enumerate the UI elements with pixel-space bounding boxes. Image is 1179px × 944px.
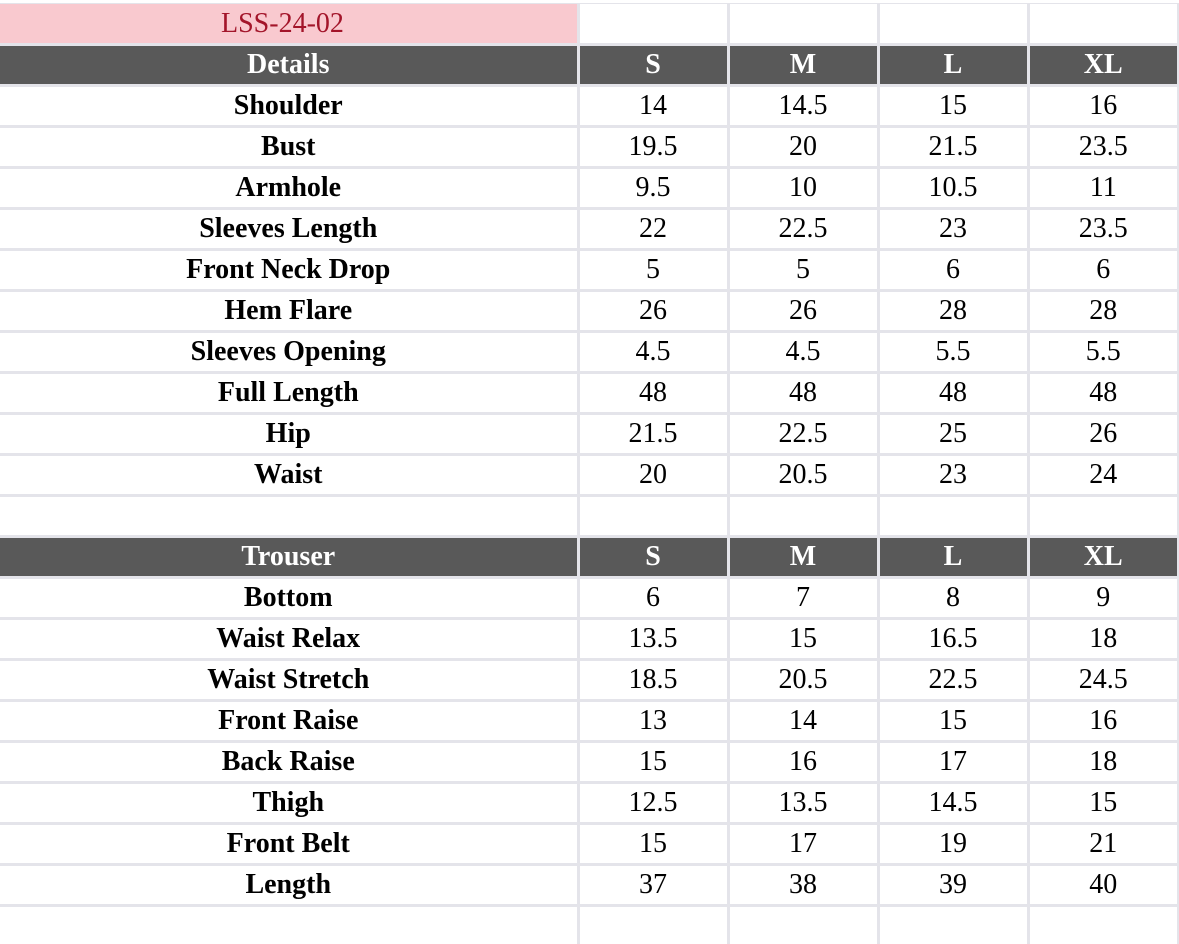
- measurement-value[interactable]: 20.5: [728, 660, 878, 701]
- measurement-value[interactable]: 5: [728, 250, 878, 291]
- measurement-value[interactable]: 14.5: [878, 783, 1028, 824]
- measurement-value[interactable]: 38: [728, 865, 878, 906]
- measurement-value[interactable]: 21: [1028, 824, 1179, 865]
- trouser-header-row: [0, 537, 1179, 578]
- measurement-value[interactable]: 6: [878, 250, 1028, 291]
- measurement-value[interactable]: 5: [578, 250, 728, 291]
- measurement-value[interactable]: 11: [1028, 168, 1179, 209]
- measurement-value[interactable]: 21.5: [578, 414, 728, 455]
- measurement-value[interactable]: 23.5: [1028, 209, 1179, 250]
- product-code[interactable]: LSS-24-02: [0, 4, 578, 45]
- measurement-label[interactable]: Bust: [0, 127, 578, 168]
- measurement-row: [0, 168, 1179, 209]
- details-header-row: [0, 45, 1179, 86]
- measurement-value[interactable]: 21.5: [878, 127, 1028, 168]
- measurement-row: [0, 742, 1179, 783]
- measurement-label[interactable]: Hem Flare: [0, 291, 578, 332]
- measurement-value[interactable]: 48: [1028, 373, 1179, 414]
- measurement-row: [0, 414, 1179, 455]
- size-header-m[interactable]: M: [728, 537, 878, 578]
- empty-cell[interactable]: [578, 906, 728, 944]
- measurement-value[interactable]: 16: [1028, 86, 1179, 127]
- empty-cell[interactable]: [728, 496, 878, 537]
- measurement-value[interactable]: 15: [578, 824, 728, 865]
- measurement-value[interactable]: 28: [1028, 291, 1179, 332]
- measurement-value[interactable]: 12.5: [578, 783, 728, 824]
- measurement-value[interactable]: 9: [1028, 578, 1179, 619]
- measurement-value[interactable]: 18: [1028, 619, 1179, 660]
- measurement-row: [0, 824, 1179, 865]
- measurement-value[interactable]: 5.5: [1028, 332, 1179, 373]
- empty-cell[interactable]: [878, 906, 1028, 944]
- measurement-row: [0, 455, 1179, 496]
- measurement-value[interactable]: 20.5: [728, 455, 878, 496]
- measurement-row: [0, 86, 1179, 127]
- measurement-label[interactable]: Hip: [0, 414, 578, 455]
- measurement-value[interactable]: 10: [728, 168, 878, 209]
- measurement-value[interactable]: 14: [578, 86, 728, 127]
- measurement-value[interactable]: 28: [878, 291, 1028, 332]
- measurement-value[interactable]: 14: [728, 701, 878, 742]
- measurement-value[interactable]: 6: [578, 578, 728, 619]
- measurement-value[interactable]: 22: [578, 209, 728, 250]
- measurement-value[interactable]: 48: [578, 373, 728, 414]
- measurement-value[interactable]: 48: [878, 373, 1028, 414]
- measurement-row: [0, 660, 1179, 701]
- measurement-value[interactable]: 13: [578, 701, 728, 742]
- size-header-l[interactable]: L: [878, 45, 1028, 86]
- measurement-label[interactable]: Sleeves Opening: [0, 332, 578, 373]
- measurement-value[interactable]: 26: [578, 291, 728, 332]
- measurement-label[interactable]: Front Raise: [0, 701, 578, 742]
- measurement-value[interactable]: 25: [878, 414, 1028, 455]
- measurement-value[interactable]: 23: [878, 209, 1028, 250]
- measurement-value[interactable]: 16.5: [878, 619, 1028, 660]
- measurement-value[interactable]: 7: [728, 578, 878, 619]
- measurement-label[interactable]: Front Belt: [0, 824, 578, 865]
- size-chart-table: [0, 3, 1179, 944]
- measurement-value[interactable]: 15: [728, 619, 878, 660]
- measurement-value[interactable]: 48: [728, 373, 878, 414]
- measurement-value[interactable]: 26: [728, 291, 878, 332]
- measurement-value[interactable]: 18.5: [578, 660, 728, 701]
- empty-cell[interactable]: [728, 4, 878, 45]
- measurement-row: [0, 865, 1179, 906]
- size-chart-body: [0, 4, 1179, 944]
- empty-cell[interactable]: [0, 496, 578, 537]
- spacer-row: [0, 496, 1179, 537]
- measurement-row: [0, 127, 1179, 168]
- measurement-value[interactable]: 24: [1028, 455, 1179, 496]
- measurement-value[interactable]: 39: [878, 865, 1028, 906]
- measurement-row: [0, 291, 1179, 332]
- measurement-value[interactable]: 17: [878, 742, 1028, 783]
- trouser-section-title[interactable]: Trouser: [0, 537, 578, 578]
- measurement-row: [0, 209, 1179, 250]
- measurement-row: [0, 701, 1179, 742]
- size-header-m[interactable]: M: [728, 45, 878, 86]
- size-header-s[interactable]: S: [578, 537, 728, 578]
- measurement-value[interactable]: 9.5: [578, 168, 728, 209]
- measurement-value[interactable]: 6: [1028, 250, 1179, 291]
- empty-cell[interactable]: [878, 496, 1028, 537]
- measurement-value[interactable]: 15: [578, 742, 728, 783]
- measurement-label[interactable]: Waist: [0, 455, 578, 496]
- measurement-value[interactable]: 4.5: [578, 332, 728, 373]
- empty-cell[interactable]: [878, 4, 1028, 45]
- measurement-label[interactable]: Sleeves Length: [0, 209, 578, 250]
- size-header-s[interactable]: S: [578, 45, 728, 86]
- measurement-row: [0, 332, 1179, 373]
- measurement-value[interactable]: 23.5: [1028, 127, 1179, 168]
- size-header-l[interactable]: L: [878, 537, 1028, 578]
- empty-cell[interactable]: [0, 906, 578, 944]
- measurement-value[interactable]: 8: [878, 578, 1028, 619]
- size-header-xl[interactable]: XL: [1028, 537, 1179, 578]
- measurement-value[interactable]: 16: [728, 742, 878, 783]
- empty-cell[interactable]: [578, 4, 728, 45]
- measurement-label[interactable]: Thigh: [0, 783, 578, 824]
- measurement-value[interactable]: 19.5: [578, 127, 728, 168]
- measurement-value[interactable]: 14.5: [728, 86, 878, 127]
- measurement-label[interactable]: Back Raise: [0, 742, 578, 783]
- measurement-value[interactable]: 5.5: [878, 332, 1028, 373]
- measurement-label[interactable]: Length: [0, 865, 578, 906]
- measurement-value[interactable]: 15: [878, 86, 1028, 127]
- measurement-value[interactable]: 10.5: [878, 168, 1028, 209]
- measurement-value[interactable]: 24.5: [1028, 660, 1179, 701]
- measurement-value[interactable]: 26: [1028, 414, 1179, 455]
- measurement-row: [0, 783, 1179, 824]
- measurement-value[interactable]: 22.5: [728, 414, 878, 455]
- empty-cell[interactable]: [1028, 906, 1179, 944]
- measurement-value[interactable]: 4.5: [728, 332, 878, 373]
- measurement-value[interactable]: 16: [1028, 701, 1179, 742]
- measurement-label[interactable]: Front Neck Drop: [0, 250, 578, 291]
- measurement-row: [0, 578, 1179, 619]
- measurement-row: [0, 250, 1179, 291]
- measurement-label[interactable]: Shoulder: [0, 86, 578, 127]
- empty-cell[interactable]: [1028, 496, 1179, 537]
- measurement-value[interactable]: 22.5: [878, 660, 1028, 701]
- measurement-value[interactable]: 18: [1028, 742, 1179, 783]
- product-code-row: [0, 4, 1179, 45]
- measurement-value[interactable]: 37: [578, 865, 728, 906]
- measurement-label[interactable]: Waist Stretch: [0, 660, 578, 701]
- measurement-value[interactable]: 17: [728, 824, 878, 865]
- measurement-value[interactable]: 22.5: [728, 209, 878, 250]
- measurement-value[interactable]: 13.5: [728, 783, 878, 824]
- blank-row: [0, 906, 1179, 944]
- measurement-value[interactable]: 23: [878, 455, 1028, 496]
- measurement-row: [0, 373, 1179, 414]
- measurement-value[interactable]: 15: [1028, 783, 1179, 824]
- empty-cell[interactable]: [578, 496, 728, 537]
- measurement-label[interactable]: Armhole: [0, 168, 578, 209]
- measurement-label[interactable]: Bottom: [0, 578, 578, 619]
- details-section-title[interactable]: Details: [0, 45, 578, 86]
- empty-cell[interactable]: [728, 906, 878, 944]
- measurement-row: [0, 619, 1179, 660]
- measurement-value[interactable]: 40: [1028, 865, 1179, 906]
- measurement-value[interactable]: 15: [878, 701, 1028, 742]
- measurement-value[interactable]: 20: [578, 455, 728, 496]
- measurement-value[interactable]: 19: [878, 824, 1028, 865]
- measurement-label[interactable]: Waist Relax: [0, 619, 578, 660]
- measurement-value[interactable]: 20: [728, 127, 878, 168]
- measurement-label[interactable]: Full Length: [0, 373, 578, 414]
- size-header-xl[interactable]: XL: [1028, 45, 1179, 86]
- measurement-value[interactable]: 13.5: [578, 619, 728, 660]
- empty-cell[interactable]: [1028, 4, 1179, 45]
